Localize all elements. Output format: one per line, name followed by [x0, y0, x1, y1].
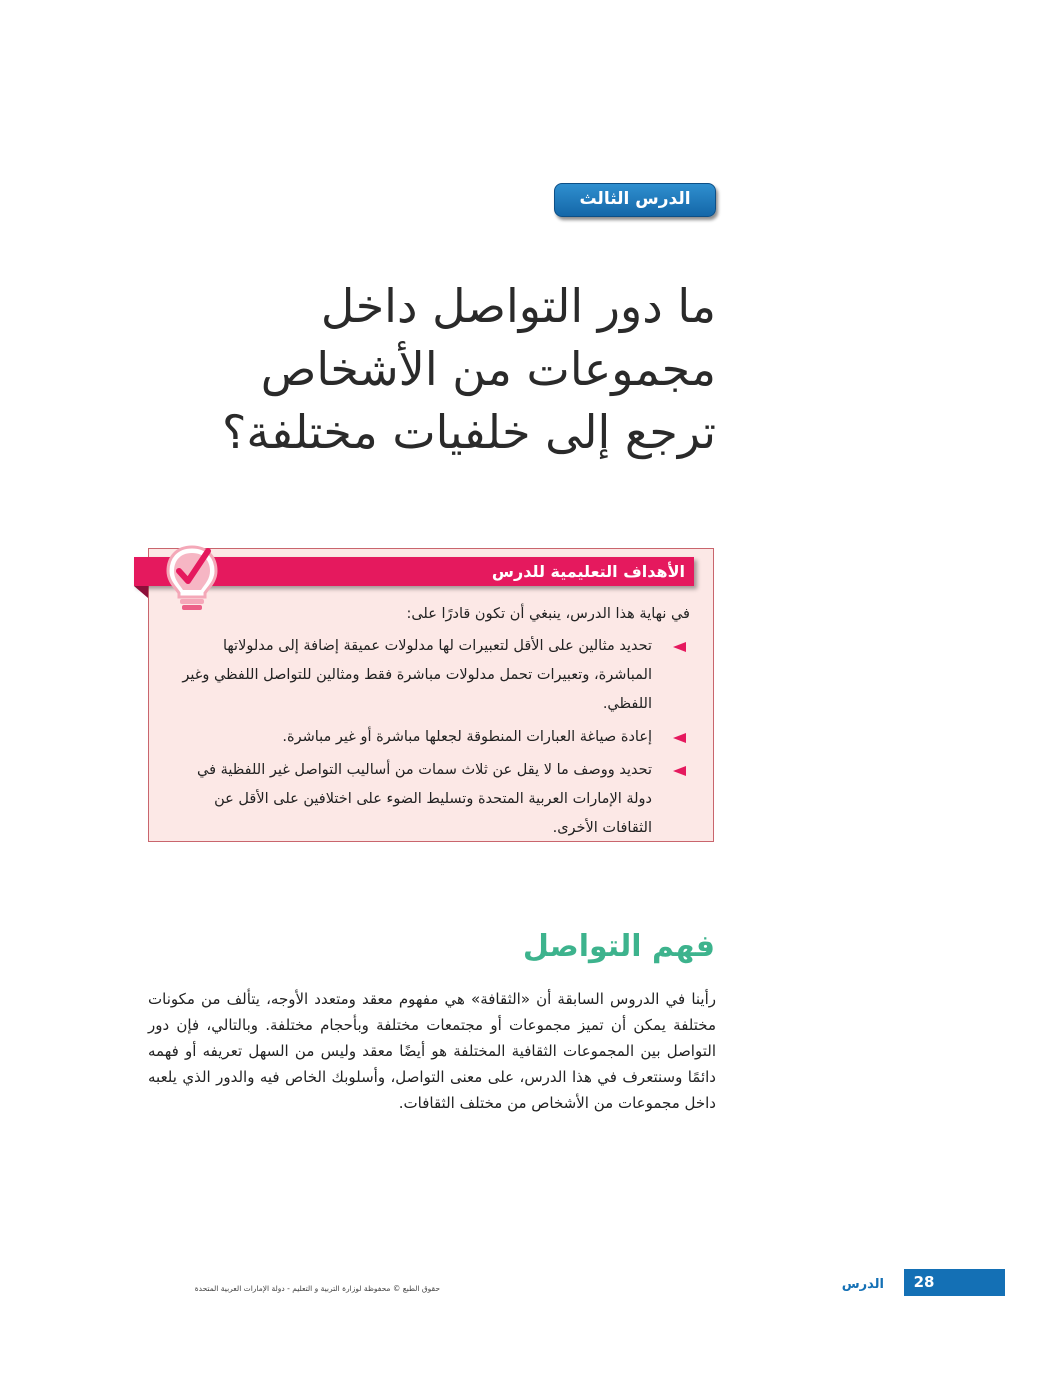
objective-item: [170, 756, 692, 843]
objectives-list: [170, 632, 692, 847]
objective-item: [170, 632, 692, 719]
objective-item: [170, 723, 692, 752]
objective-text: تحديد ووصف ما لا يقل عن ثلاث سمات من أساليب التواصل غير اللفظية في دولة الإمارات العربية المتحدة وتسليط الضوء على اختلافين على الأقل عن الثقافات الأخرى.: [196, 762, 652, 836]
section-body: رأينا في الدروس السابقة أن «الثقافة» هي مفهوم معقد ومتعدد الأوجه، يتألف من مكونات مختلفة يمكن أن تميز مجموعات أو مجتمعات مختلفة وبأحجام مختلفة. وبالتالي، فإن دور التواصل بين المجموعات الثقافية المختلفة هو أيضًا معقد وليس من السهل تعريفه أو فهمه دائمًا وسنتعرف في هذا الدرس، على معنى التواصل، وأسلوبك الخاص فيه والدور الذي يلعبه داخل مجموعات من الأشخاص من مختلف الثقافات.: [148, 990, 716, 1112]
lesson-title: [150, 275, 716, 464]
title-line: مجموعات من الأشخاص: [260, 342, 716, 396]
title-line: ما دور التواصل داخل: [320, 279, 716, 333]
banner-fold: [134, 586, 148, 598]
objective-text: تحديد مثالين على الأقل لتعبيرات لها مدلولات عميقة إضافة إلى مدلولاتها المباشرة، وتعبيرات تحمل مدلولات مباشرة فقط ومثالين للتواصل اللفظي وغير اللفظي.: [182, 638, 652, 712]
objectives-heading: الأهداف التعليمية للدرس: [491, 562, 685, 581]
section-heading: فهم التواصل: [522, 929, 715, 964]
objectives-intro: في نهاية هذا الدرس، ينبغي أن تكون قادرًا على:: [406, 606, 690, 622]
page-number: 28: [913, 1273, 935, 1291]
copyright-notice: حقوق الطبع © محفوظة لوزارة التربية و التعليم - دولة الإمارات العربية المتحدة: [194, 1284, 440, 1293]
objective-text: إعادة صياغة العبارات المنطوقة لجعلها مباشرة أو غير مباشرة.: [282, 729, 652, 745]
arrow-bullet-icon: [673, 642, 686, 652]
arrow-bullet-icon: [673, 733, 686, 743]
lesson-badge: الدرس الثالث: [554, 183, 716, 217]
arrow-bullet-icon: [673, 766, 686, 776]
title-line: ترجع إلى خلفيات مختلفة؟: [221, 405, 716, 459]
footer-label: الدرس: [841, 1277, 884, 1292]
